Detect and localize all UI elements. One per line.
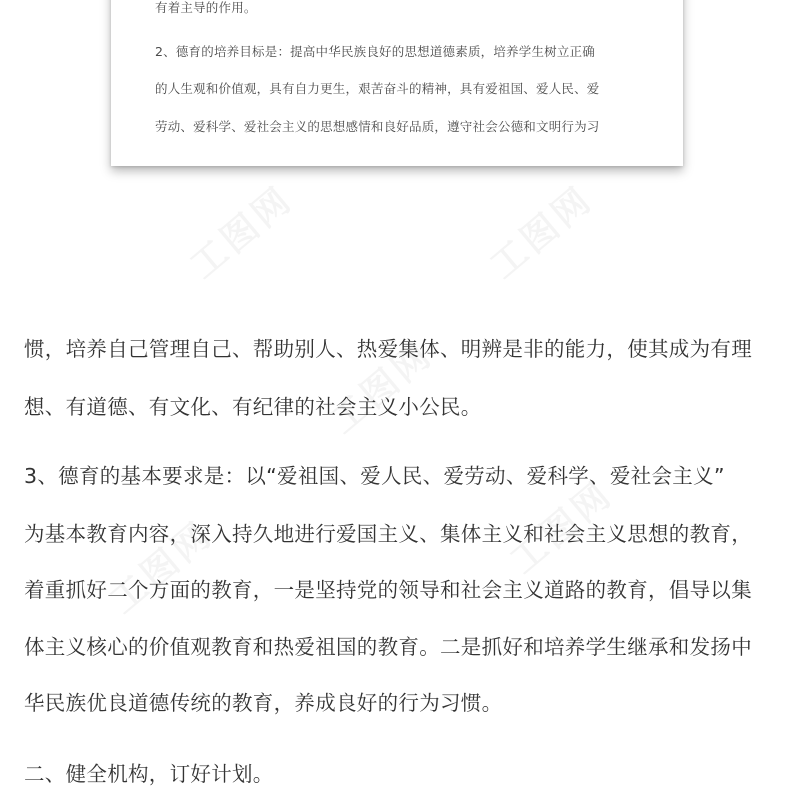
section-heading: 二、健全机构，订好计划。: [24, 762, 274, 786]
body-text-line: 3、德育的基本要求是：以“爱祖国、爱人民、爱劳动、爱科学、爱社会主义”: [24, 464, 725, 488]
body-text-line: 想、有道德、有文化、有纪律的社会主义小公民。: [24, 395, 482, 419]
body-text-line: 为基本教育内容，深入持久地进行爱国主义、集体主义和社会主义思想的教育，: [24, 522, 752, 546]
card-text-line: 2、德育的培养目标是：提高中华民族良好的思想道德素质，培养学生树立正确: [155, 44, 595, 59]
card-text-line: 有着主导的作用。: [155, 0, 257, 15]
card-text-line: 的人生观和价值观，具有自力更生，艰苦奋斗的精神，具有爱祖国、爱人民、爱: [155, 81, 600, 96]
card-text-line: 劳动、爱科学、爱社会主义的思想感情和良好品质，遵守社会公德和文明行为习: [155, 119, 600, 134]
watermark: [478, 172, 603, 288]
body-text-line: 体主义核心的价值观教育和热爱祖国的教育。二是抓好和培养学生继承和发扬中: [24, 635, 752, 659]
body-text-line: 惯，培养自己管理自己、帮助别人、热爱集体、明辨是非的能力，使其成为有理: [24, 337, 752, 361]
body-text-line: 华民族优良道德传统的教育，养成良好的行为习惯。: [24, 691, 503, 715]
watermark: [178, 172, 303, 288]
body-text-line: 着重抓好二个方面的教育，一是坚持党的领导和社会主义道路的教育，倡导以集: [24, 578, 752, 602]
document-card: [111, 0, 683, 166]
